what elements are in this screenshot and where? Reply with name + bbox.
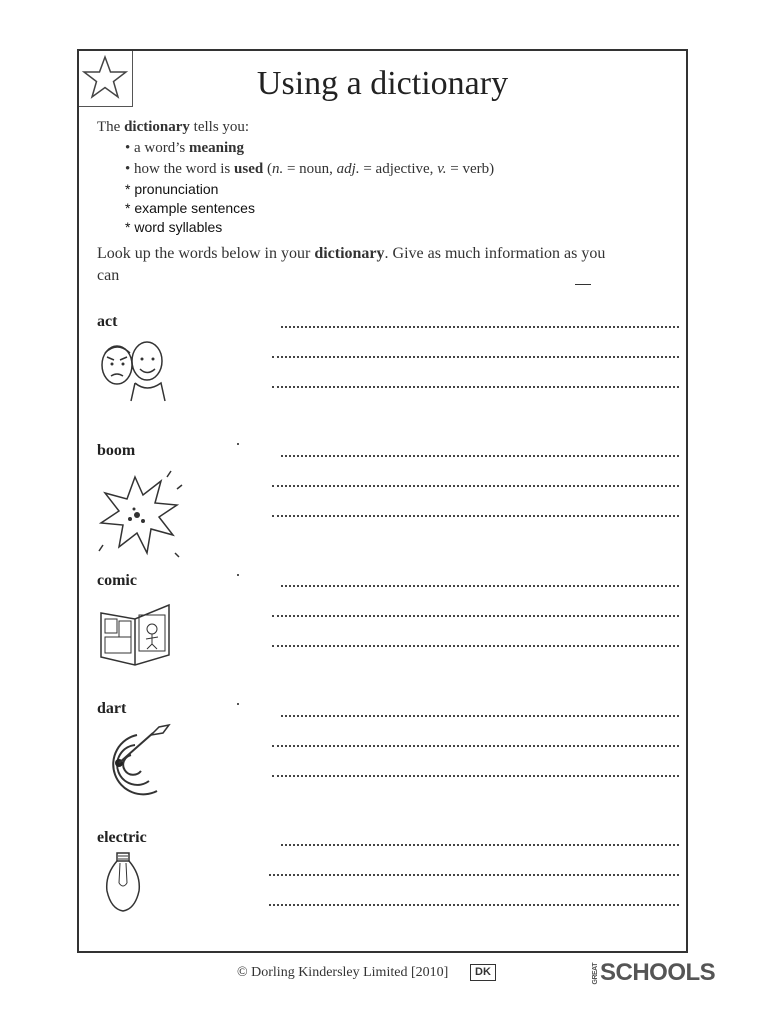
answer-line[interactable] — [281, 715, 679, 717]
dart-target-icon — [97, 723, 175, 805]
word-dart: dart — [97, 700, 127, 717]
answer-line[interactable] — [272, 356, 679, 358]
copyright-text: © Dorling Kindersley Limited [2010] — [237, 965, 449, 980]
comic-book-icon — [97, 599, 173, 669]
bullet-used: • how the word is used (n. = noun, adj. = adjective, v. = verb) — [125, 161, 495, 177]
extra-pronunciation: * pronunciation — [125, 181, 219, 197]
intro-text — [97, 117, 494, 237]
light-bulb-icon — [101, 849, 145, 915]
greatschools-logo: GREATSCHOOLS — [592, 959, 716, 986]
answer-line[interactable] — [281, 844, 679, 846]
word-act: act — [97, 313, 118, 330]
stray-mark — [575, 284, 591, 285]
answer-line[interactable] — [272, 386, 679, 388]
bullet-meaning: • a word’s meaning — [125, 140, 245, 156]
answer-line[interactable] — [272, 485, 679, 487]
answer-line[interactable] — [281, 326, 679, 328]
word-comic: comic — [97, 572, 137, 589]
intro-line: The dictionary tells you: — [97, 119, 250, 135]
extra-word-syllables: * word syllables — [125, 219, 223, 235]
answer-line[interactable] — [281, 455, 679, 457]
two-faces-icon — [97, 335, 171, 403]
answer-line[interactable] — [272, 615, 679, 617]
answer-line[interactable] — [269, 904, 679, 906]
answer-line[interactable] — [269, 874, 679, 876]
stray-mark — [237, 443, 239, 445]
word-boom: boom — [97, 442, 136, 459]
worksheet-frame — [77, 49, 688, 953]
stray-mark — [237, 574, 239, 576]
answer-line[interactable] — [281, 585, 679, 587]
page-title: Using a dictionary — [256, 65, 509, 102]
dk-logo: DK — [470, 964, 496, 981]
answer-line[interactable] — [272, 515, 679, 517]
extra-example-sentences: * example sentences — [125, 200, 255, 216]
answer-line[interactable] — [272, 775, 679, 777]
answer-line[interactable] — [272, 745, 679, 747]
explosion-icon — [97, 469, 183, 561]
word-electric: electric — [97, 829, 147, 846]
instructions: Look up the words below in your dictionary. Give as much information as you can — [97, 245, 606, 284]
answer-line[interactable] — [272, 645, 679, 647]
stray-mark — [237, 703, 239, 705]
